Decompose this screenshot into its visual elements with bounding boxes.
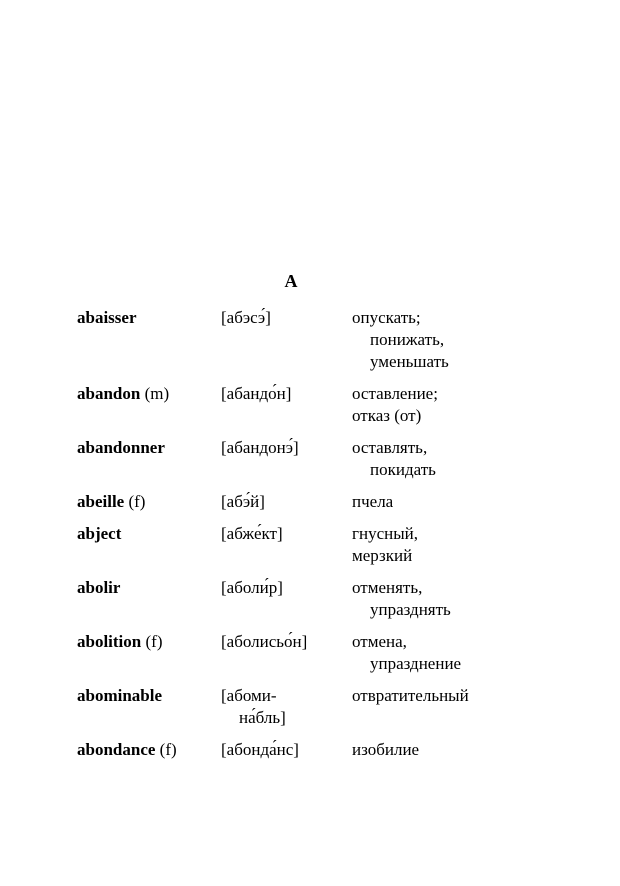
pronunciation: [221, 383, 352, 427]
headword-cell: [77, 577, 221, 621]
headword-cell: [77, 523, 221, 567]
dictionary-entry: [77, 631, 547, 675]
headword-cell: [77, 739, 221, 761]
translation-line: пчела: [352, 492, 394, 511]
translation-line: гнусный,: [352, 524, 418, 543]
pronunciation-line: [аболисьо́н]: [221, 632, 308, 651]
gender-marker: (f): [159, 740, 177, 759]
pronunciation: [221, 739, 352, 761]
pronunciation: [221, 685, 352, 729]
gender-marker: (f): [128, 492, 146, 511]
translation: [352, 307, 547, 373]
pronunciation-line: [абандонэ́]: [221, 438, 299, 457]
pronunciation-line: [абэ́й]: [221, 492, 265, 511]
translation-line: отвратительный: [352, 686, 469, 705]
headword-cell: [77, 307, 221, 373]
headword: abject: [77, 524, 122, 543]
translation: [352, 383, 547, 427]
section-letter: A: [284, 271, 298, 291]
pronunciation-line: [абэсэ́]: [221, 308, 271, 327]
pronunciation: [221, 631, 352, 675]
dictionary-entry: [77, 437, 547, 481]
pronunciation-line: на́бль]: [239, 708, 286, 727]
pronunciation: [221, 307, 352, 373]
pronunciation-line: [абже́кт]: [221, 524, 283, 543]
pronunciation: [221, 523, 352, 567]
headword: abandon: [77, 384, 141, 403]
headword: abolition: [77, 632, 142, 651]
dictionary-entry: [77, 523, 547, 567]
headword-cell: [77, 631, 221, 675]
dictionary-entry: [77, 383, 547, 427]
translation-line: покидать: [370, 460, 436, 479]
headword-cell: [77, 383, 221, 427]
headword-cell: [77, 685, 221, 729]
gender-marker: (f): [145, 632, 163, 651]
dictionary-entry: [77, 685, 547, 729]
headword: abominable: [77, 686, 163, 705]
dictionary-entry: [77, 577, 547, 621]
translation-line: оставлять,: [352, 438, 428, 457]
pronunciation-line: [абоми-: [221, 686, 277, 705]
dictionary-entry: [77, 307, 547, 373]
pronunciation: [221, 577, 352, 621]
translation-line: упразднять: [370, 600, 451, 619]
translation: [352, 631, 547, 675]
pronunciation-line: [аболи́р]: [221, 578, 283, 597]
translation: [352, 523, 547, 567]
translation-line: отменять,: [352, 578, 423, 597]
translation: [352, 685, 547, 729]
headword: abondance: [77, 740, 156, 759]
translation-line: опускать;: [352, 308, 421, 327]
translation-line: понижать,: [370, 330, 445, 349]
translation-line: упразднение: [370, 654, 462, 673]
translation-line: изобилие: [352, 740, 420, 759]
translation: [352, 739, 547, 761]
translation: [352, 437, 547, 481]
headword: abeille: [77, 492, 125, 511]
gender-marker: (m): [144, 384, 170, 403]
translation-line: оставление;: [352, 384, 438, 403]
headword: abandonner: [77, 438, 165, 457]
headword: abaisser: [77, 308, 137, 327]
pronunciation-line: [абонда́нс]: [221, 740, 299, 759]
translation-line: мерзкий: [352, 546, 413, 565]
pronunciation-line: [абандо́н]: [221, 384, 292, 403]
translation-line: уменьшать: [370, 352, 449, 371]
headword-cell: [77, 437, 221, 481]
dictionary-entries: [77, 307, 547, 771]
translation-line: отказ (от): [352, 406, 422, 425]
pronunciation: [221, 491, 352, 513]
translation: [352, 577, 547, 621]
translation: [352, 491, 547, 513]
headword-cell: [77, 491, 221, 513]
pronunciation: [221, 437, 352, 481]
translation-line: отмена,: [352, 632, 407, 651]
dictionary-entry: [77, 739, 547, 761]
dictionary-entry: [77, 491, 547, 513]
headword: abolir: [77, 578, 121, 597]
